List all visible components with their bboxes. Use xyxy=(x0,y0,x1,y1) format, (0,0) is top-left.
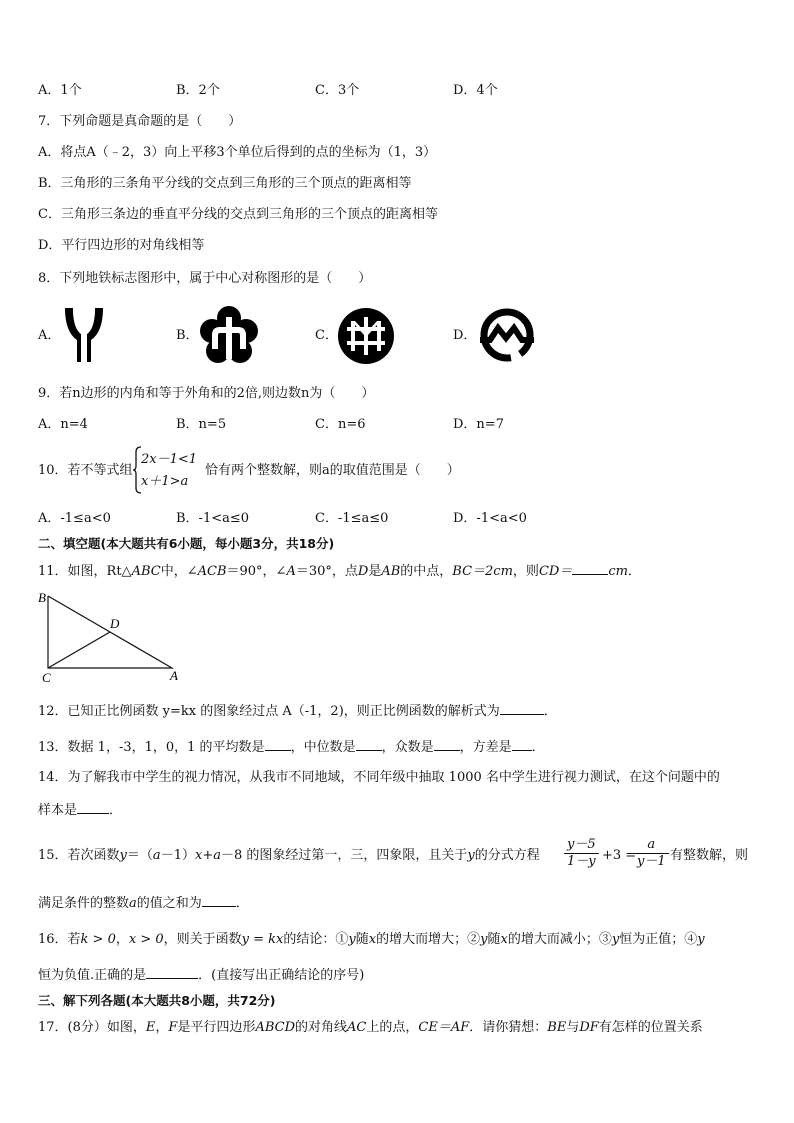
q13-blank-2 xyxy=(356,738,382,751)
q14-answer-blank xyxy=(77,801,109,814)
q11-triangle-figure xyxy=(36,588,186,688)
q15-line-1: 15．若次函数y＝（a－1）x+a－8 的图象经过第一，三，四象限，且关于y的分式方程 xyxy=(38,848,540,863)
q15-fraction-2: $\frac{a}{y-1}$ xyxy=(634,837,669,870)
q7-option-b: B．三角形的三条角平分线的交点到三角形的三个顶点的距离相等 xyxy=(38,176,412,191)
q16-line-2: 恒为负值.正确的是 ．(直接写出正确结论的序号) xyxy=(38,968,365,983)
q14-line-1: 14．为了解我市中学生的视力情况，从我市不同地域，不同年级中抽取 1000 名中学生进行视力测试，在这个问题中的 xyxy=(38,770,720,785)
q13-text: 13．数据 1，-3，1，0，1 的平均数是 ，中位数是 ，众数是 ，方差是 ． xyxy=(38,740,545,755)
q8-label-a: A． xyxy=(38,328,61,343)
q15-end-line-1: 有整数解，则 xyxy=(670,848,749,863)
q12-text: 12．已知正比例函数 y=kx 的图象经过点 A（-1，2)，则正比例函数的解析式为 ． xyxy=(38,704,557,719)
q6-option-b: B．2个 xyxy=(176,83,220,98)
q8-label-c: C． xyxy=(315,328,338,343)
q8-stem: 8．下列地铁标志图形中，属于中心对称图形的是（ ） xyxy=(38,271,372,286)
q13-blank-4 xyxy=(512,738,532,751)
flower-logo-icon xyxy=(198,305,260,371)
q7-option-d: D．平行四边形的对角线相等 xyxy=(38,238,205,253)
section-3-heading: 三、解下列各题(本大题共8小题，共72分) xyxy=(38,993,276,1008)
q7-option-a: A．将点A（﹣2，3）向上平移3个单位后得到的点的坐标为（1，3） xyxy=(38,145,437,160)
inequality-2: x＋1>a xyxy=(141,474,189,489)
q7-stem: 7．下列命题是真命题的是（ ） xyxy=(38,114,242,129)
section-2-heading: 二、填空题(本大题共有6小题，每小题3分，共18分) xyxy=(38,536,335,551)
label-b: B xyxy=(38,590,46,605)
q6-option-c: C．3个 xyxy=(315,83,360,98)
q15-answer-blank xyxy=(202,894,236,907)
inequality-system xyxy=(141,449,197,493)
q11-answer-blank xyxy=(572,562,608,575)
wave-loop-logo-icon xyxy=(476,306,538,368)
q17-text: 17．(8分）如图，E，F是平行四边形ABCD的对角线AC上的点，CE＝AF．请你猜想：BE与DF有怎样的位置关系 xyxy=(38,1020,703,1035)
q10-prefix: 10．若不等式组 xyxy=(38,463,133,478)
q10-option-d: D．-1<a<0 xyxy=(453,511,527,526)
q9-option-b: B．n=5 xyxy=(176,417,227,432)
q9-option-a: A．n=4 xyxy=(38,417,88,432)
q10-option-a: A．-1≤a<0 xyxy=(38,511,111,526)
label-c: C xyxy=(42,670,51,684)
q9-stem: 9．若n边形的内角和等于外角和的2倍,则边数n为（ ） xyxy=(38,386,375,401)
y-shaped-logo-icon xyxy=(63,306,105,368)
q8-label-d: D． xyxy=(453,328,477,343)
q13-blank-3 xyxy=(434,738,460,751)
q13-blank-1 xyxy=(265,738,291,751)
q6-option-a: A．1个 xyxy=(38,83,82,98)
q16-answer-blank xyxy=(146,966,198,979)
label-d: D xyxy=(110,616,120,631)
inequality-1: 2x－1<1 xyxy=(141,452,198,467)
q12-answer-blank xyxy=(500,702,544,715)
q10-option-b: B．-1<a≤0 xyxy=(176,511,250,526)
label-a: A xyxy=(170,668,178,683)
circle-grid-logo-icon xyxy=(337,307,395,369)
q10-suffix: 恰有两个整数解，则a的取值范围是（ ） xyxy=(205,463,460,478)
q15-plus-three: +3 = xyxy=(602,848,637,863)
q9-option-d: D．n=7 xyxy=(453,417,504,432)
q16-line-1: 16．若k > 0，x > 0，则关于函数y = kx的结论：①y随x的增大而增大；②y随x的增大而减小；③y恒为正值；④y xyxy=(38,932,705,947)
q14-line-2: 样本是 ． xyxy=(38,803,123,818)
q11-text: 11．如图，Rt△ABC中，∠ACB＝90°，∠A＝30°，点D是AB的中点，BC＝2cm，则CD＝ cm． xyxy=(38,564,641,579)
q15-fraction-1: $\frac{y-5}{1-y}$ xyxy=(564,837,599,870)
q8-label-b: B． xyxy=(176,328,199,343)
q10-option-c: C．-1≤a≤0 xyxy=(315,511,389,526)
q15-line-2: 满足条件的整数a的值之和为 ． xyxy=(38,896,249,911)
q6-option-d: D．4个 xyxy=(453,83,498,98)
q9-option-c: C．n=6 xyxy=(315,417,366,432)
q7-option-c: C．三角形三条边的垂直平分线的交点到三角形的三个顶点的距离相等 xyxy=(38,207,438,222)
